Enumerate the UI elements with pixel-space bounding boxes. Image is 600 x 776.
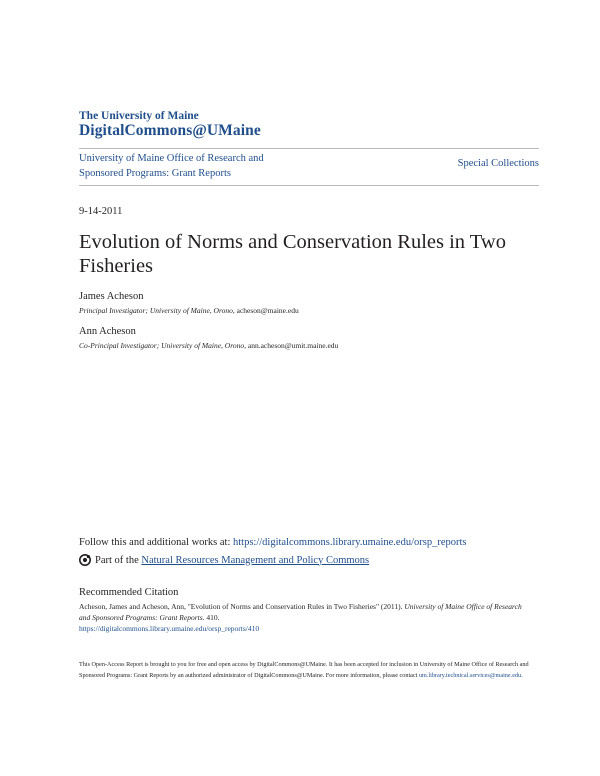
citation-heading: Recommended Citation bbox=[79, 587, 179, 598]
author-role: Co-Principal Investigator; University of Maine, Orono bbox=[79, 341, 245, 350]
header-divider-top bbox=[79, 148, 539, 149]
follow-prefix: Follow this and additional works at: bbox=[79, 537, 231, 548]
citation-url-link[interactable]: https://digitalcommons.library.umaine.edu/orsp_reports/410 bbox=[79, 624, 260, 633]
citation-text bbox=[79, 601, 529, 634]
author-role: Principal Investigator; University of Maine, Orono bbox=[79, 306, 233, 315]
citation-plain: Acheson, James and Acheson, Ann, "Evolution of Norms and Conservation Rules in Two Fisheries" (2011). bbox=[79, 602, 403, 611]
author-affiliation: Principal Investigator; University of Maine, Orono, acheson@maine.edu bbox=[79, 306, 299, 315]
follow-url-link[interactable]: https://digitalcommons.library.umaine.edu/orsp_reports bbox=[233, 537, 467, 548]
university-name: The University of Maine bbox=[79, 110, 199, 122]
footer-text: This Open-Access Report is brought to you for free and open access by DigitalCommons@UMaine. It has been accepted for inclusion in University of Maine Office of Research and Sponsored Programs: Grant Reports by an authorized administrator of DigitalCommons@UMaine. For more information, please contact bbox=[79, 661, 529, 679]
citation-series: University of Maine Office of Research and Sponsored Programs: Grant Reports bbox=[79, 602, 522, 622]
footer-notice bbox=[79, 659, 529, 681]
part-of-line bbox=[79, 554, 369, 566]
author-affiliation: Co-Principal Investigator; University of Maine, Orono, ann.acheson@umit.maine.edu bbox=[79, 341, 339, 350]
collection-link[interactable]: University of Maine Office of Research and Sponsored Programs: Grant Reports bbox=[79, 153, 264, 179]
publication-date: 9-14-2011 bbox=[79, 206, 123, 217]
author-name: James Acheson bbox=[79, 291, 144, 302]
citation-number: . 410. bbox=[202, 613, 220, 622]
repository-name[interactable]: DigitalCommons@UMaine bbox=[79, 122, 261, 139]
header-divider-bottom bbox=[79, 185, 539, 186]
follow-line bbox=[79, 537, 467, 548]
author-email: acheson@maine.edu bbox=[236, 306, 299, 315]
contact-email-link[interactable]: um.library.technical.services@maine.edu bbox=[418, 672, 522, 679]
author-name: Ann Acheson bbox=[79, 326, 136, 337]
commons-link[interactable]: Natural Resources Management and Policy Commons bbox=[141, 554, 370, 566]
author-email: ann.acheson@umit.maine.edu bbox=[247, 341, 339, 350]
part-of-prefix: Part of the bbox=[95, 554, 139, 566]
special-collections-link[interactable]: Special Collections bbox=[457, 158, 539, 169]
document-title: Evolution of Norms and Conservation Rules in Two Fisheries bbox=[79, 231, 506, 277]
footer-end: . bbox=[521, 672, 523, 679]
network-icon bbox=[79, 554, 91, 566]
